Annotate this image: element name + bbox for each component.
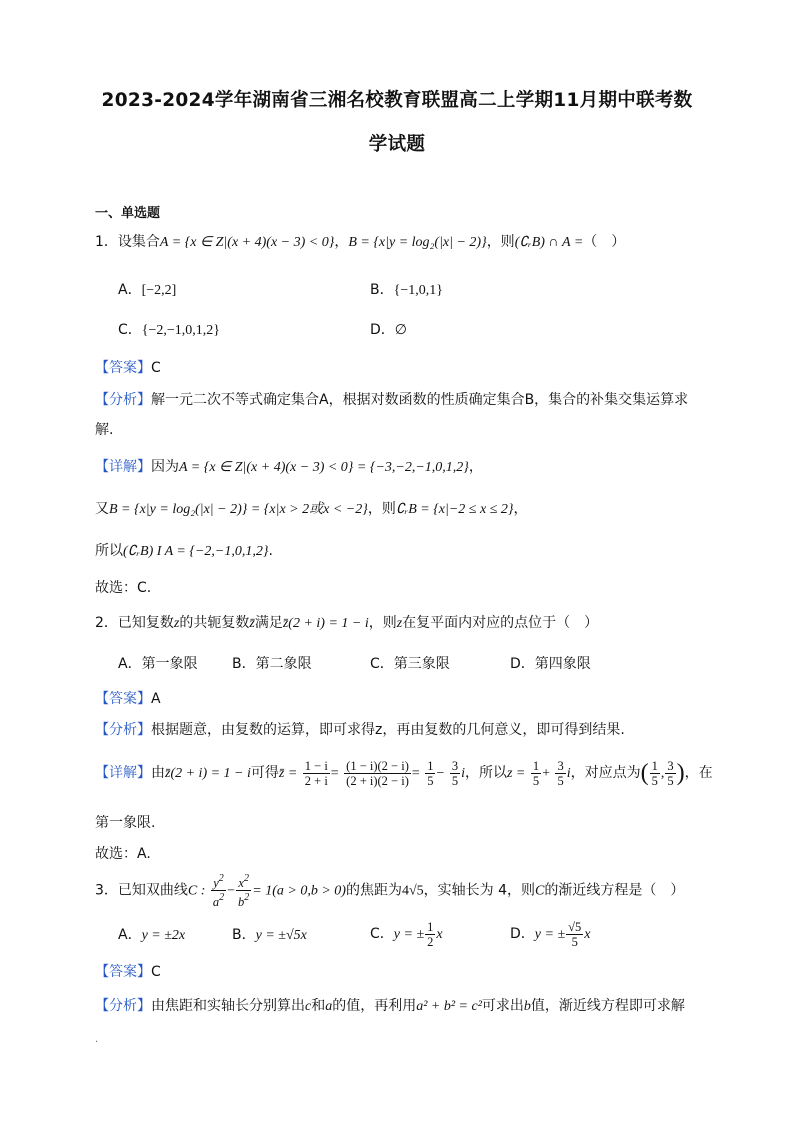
fraction: $\frac{(1 - i)(2 - i)}{(2 + i)(2 - i)}$ (346, 758, 409, 788)
fraction: $\frac{1}{5}$ (651, 758, 658, 788)
q3-analysis: 【分析】由焦距和实轴长分别算出c和a的值，再利用a² + b² = c²可求出b值，渐近线方程即可求解 (95, 998, 685, 1014)
question-1: 1．设集合A = {x ∈ Z|(x + 4)(x − 3) < 0}，B = {x|y = log₂(|x| − 2)}，则(∁ᵣB) ∩ A =（ ） (95, 234, 626, 250)
fraction: $\frac{1 - i}{2 + i}$ (304, 758, 328, 788)
q1-detail-line-1: 【详解】因为A = {x ∈ Z|(x + 4)(x − 3) < 0} = {−3,−2,−1,0,1,2}， (95, 459, 483, 475)
q1-option-a: A．[−2,2] (118, 282, 177, 298)
q2-option-c: C．第三象限 (370, 656, 450, 672)
fraction: $\frac{√5}{5}$ (568, 919, 582, 949)
q1-conclusion: 故选：C. (95, 580, 152, 596)
continuation-mark: . (95, 1034, 99, 1045)
fraction: $\frac{3}{5}$ (557, 758, 564, 788)
q2-analysis: 【分析】根据题意，由复数的运算，即可求得z，再由复数的几何意义，即可得到结果. (95, 722, 625, 738)
question-3: 3．已知双曲线C : $\frac{y^2}{a^2}$ − $\frac{x^2}{b^2}$ = 1(a > 0,b > 0)的焦距为4√5，实轴长为 4，则C的渐近线方程是（ ） (95, 873, 685, 909)
fraction: $\frac{3}{5}$ (451, 758, 459, 788)
q1-analysis-cont: 解. (95, 422, 114, 438)
q2-option-a: A．第一象限 (118, 656, 198, 672)
q1-detail-line-2: 又B = {x|y = log₂(|x| − 2)} = {x|x > 2或x < −2}，则∁ᵣB = {x|−2 ≤ x ≤ 2}， (95, 501, 528, 517)
fraction: $\frac{x^2}{b^2}$ (238, 873, 250, 909)
fraction: $\frac{1}{5}$ (532, 758, 540, 788)
q3-option-b: B．y = ±√5x (232, 927, 307, 943)
q1-option-c: C．{−2,−1,0,1,2} (118, 322, 221, 338)
q2-detail-cont: 第一象限. (95, 815, 156, 831)
q1-detail-line-3: 所以(∁ᵣB) I A = {−2,−1,0,1,2}. (95, 543, 273, 559)
q2-option-b: B．第二象限 (232, 656, 312, 672)
fraction: $\frac{3}{5}$ (667, 758, 674, 788)
q1-option-b: B．{−1,0,1} (370, 282, 443, 298)
fraction: $\frac{1}{2}$ (427, 919, 434, 949)
q3-option-c: C．y = ± $\frac{1}{2}$ x (370, 919, 443, 949)
section-heading: 一、单选题 (95, 206, 161, 221)
page-title: 2023-2024学年湖南省三湘名校教育联盟高二上学期11月期中联考数 (101, 90, 693, 111)
q2-detail: 【详解】由z̄(2 + i) = 1 − i可得z̄ = $\frac{1 - i}{2 + i}$ = $\frac{(1 - i)(2 - i)}{(2 + i)(2 - i)}$ = $\frac{1}{5}$ − $\frac{3}{5}$ i，所以z = $\frac{1}{5}$ + $\frac{3}{5}$ i，对应点为( $\frac{1}{5}$ , $\frac{3}{5}$ )，在 (95, 758, 713, 788)
page-title-continued: 学试题 (368, 134, 426, 155)
q3-answer: 【答案】C (95, 964, 161, 980)
q1-option-d: D．∅ (370, 322, 407, 338)
fraction: $\frac{y^2}{a^2}$ (212, 873, 225, 909)
question-2: 2．已知复数z的共轭复数z̄满足z̄(2 + i) = 1 − i，则z在复平面内对应的点位于（ ） (95, 615, 599, 631)
q2-conclusion: 故选：A. (95, 846, 151, 862)
q2-answer: 【答案】A (95, 691, 161, 707)
q2-option-d: D．第四象限 (510, 656, 591, 672)
fraction: $\frac{1}{5}$ (427, 758, 434, 788)
q3-option-d: D．y = ± $\frac{√5}{5}$ x (510, 919, 591, 949)
q1-analysis: 【分析】解一元二次不等式确定集合A，根据对数函数的性质确定集合B，集合的补集交集运算求 (95, 392, 689, 408)
q1-answer: 【答案】C (95, 360, 161, 376)
q3-option-a: A．y = ±2x (118, 927, 186, 943)
